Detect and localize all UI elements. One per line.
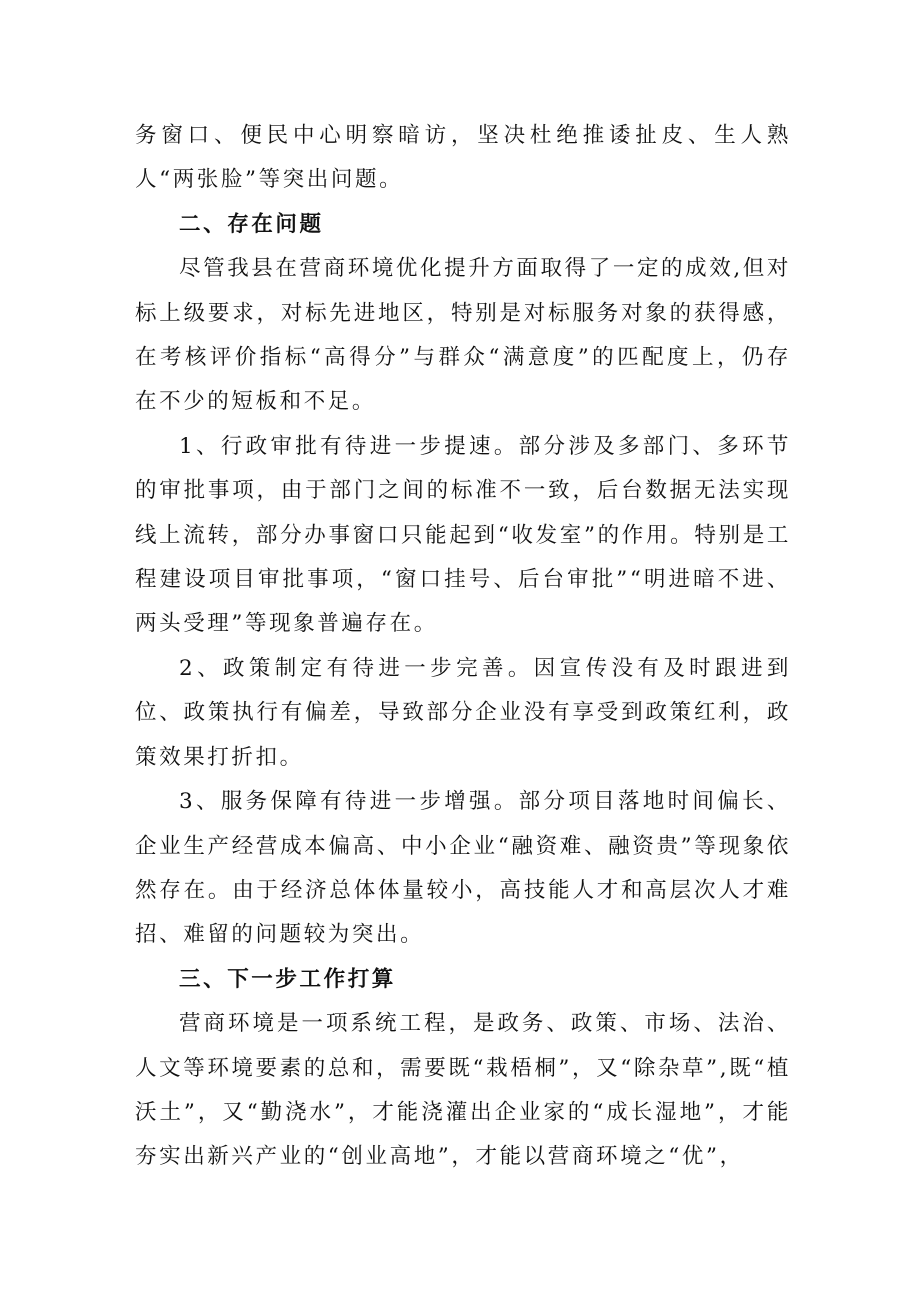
paragraph-next-steps-intro: 营商环境是一项系统工程，是政务、政策、市场、法治、人文等环境要素的总和，需要既“栽梧桐”，又“除杂草”,既“植沃土”，又“勤浇水”，才能浇灌出企业家的“成长湿地”，才能夯实出新兴产业的“创业高地”，才能以营商环境之“优”， xyxy=(135,1011,791,1170)
paragraph-problem-3: 3、服务保障有待进一步增强。部分项目落地时间偏长、企业生产经营成本偏高、中小企业“融资难、融资贵”等现象依然存在。由于经济总体体量较小，高技能人才和高层次人才难招、难留的问题较为突出。 xyxy=(135,789,791,948)
section-heading-next-steps: 三、下一步工作打算 xyxy=(179,966,396,992)
paragraph-problem-1: 1、行政审批有待进一步提速。部分涉及多部门、多环节的审批事项，由于部门之间的标准不一致，后台数据无法实现线上流转，部分办事窗口只能起到“收发室”的作用。特别是工程建设项目审批事项，“窗口挂号、后台审批”“明进暗不进、两头受理”等现象普遍存在。 xyxy=(135,433,791,637)
section-heading-problems: 二、存在问题 xyxy=(179,211,324,237)
paragraph-problems-intro: 尽管我县在营商环境优化提升方面取得了一定的成效,但对标上级要求，对标先进地区，特别是对标服务对象的获得感，在考核评价指标“高得分”与群众“满意度”的匹配度上，仍存在不少的短板和不足。 xyxy=(135,256,791,415)
document-body xyxy=(135,114,791,1180)
paragraph-continuation: 务窗口、便民中心明察暗访，坚决杜绝推诿扯皮、生人熟人“两张脸”等突出问题。 xyxy=(135,123,791,193)
paragraph-problem-2: 2、政策制定有待进一步完善。因宣传没有及时跟进到位、政策执行有偏差，导致部分企业没有享受到政策红利，政策效果打折扣。 xyxy=(135,655,791,770)
